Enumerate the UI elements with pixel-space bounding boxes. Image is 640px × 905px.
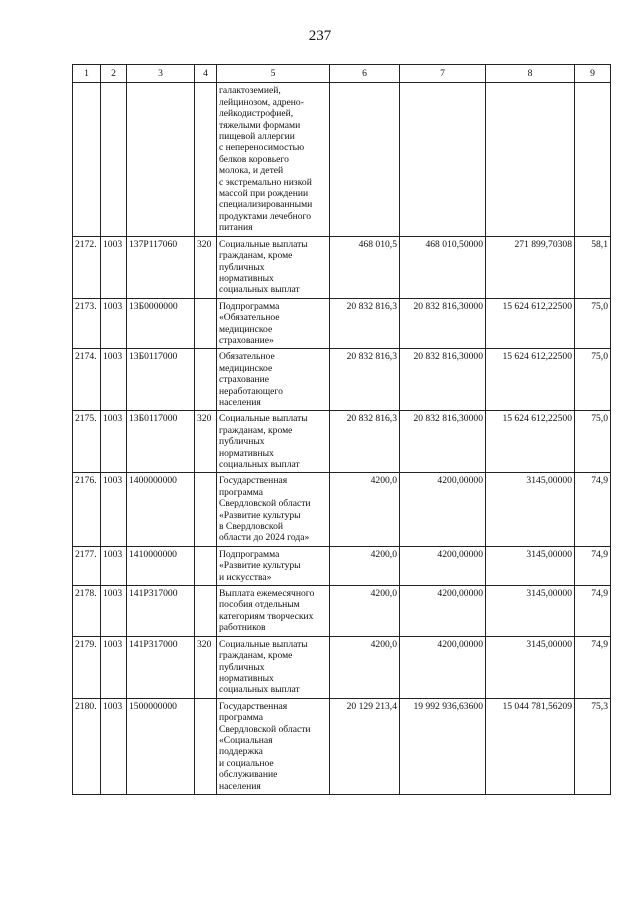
approved-amount: 4200,0 — [330, 473, 400, 546]
approved-amount: 20 832 816,3 — [330, 349, 400, 411]
section-code — [101, 83, 127, 236]
column-header-3: 3 — [127, 65, 195, 83]
execution-percent: 74,9 — [575, 473, 611, 546]
description-line: с непереносимостью — [219, 142, 305, 154]
row-number: 2173. — [73, 298, 101, 349]
row-number: 2175. — [73, 411, 101, 473]
description-line: поддержка — [219, 746, 263, 758]
description-line: социальных выплат — [219, 284, 300, 296]
description-line: социальных выплат — [219, 684, 300, 696]
budget-allocation: 4200,00000 — [400, 586, 486, 637]
approved-amount: 4200,0 — [330, 586, 400, 637]
table-row — [73, 546, 611, 585]
approved-amount: 4200,0 — [330, 546, 400, 585]
execution-percent: 58,1 — [575, 236, 611, 298]
description-line: молока, и детей — [219, 165, 284, 177]
description-line: программа — [219, 712, 264, 724]
target-article-code: 13Б0117000 — [127, 411, 195, 473]
table-row — [73, 636, 611, 698]
budget-allocation: 4200,00000 — [400, 546, 486, 585]
description-line: тяжелыми формами — [219, 119, 301, 131]
section-code: 1003 — [101, 298, 127, 349]
expense-type-code — [195, 83, 217, 236]
expense-type-code — [195, 473, 217, 546]
approved-amount: 20 832 816,3 — [330, 411, 400, 473]
item-description — [217, 698, 330, 794]
target-article-code: 1400000000 — [127, 473, 195, 546]
table-row — [73, 411, 611, 473]
description-line: в Свердловской — [219, 521, 284, 533]
column-header-8: 8 — [486, 65, 575, 83]
description-line: и искусства» — [219, 571, 272, 583]
expense-type-code: 320 — [195, 636, 217, 698]
approved-amount — [330, 83, 400, 236]
target-article-code: 13Б0000000 — [127, 298, 195, 349]
table-row — [73, 586, 611, 637]
item-description — [217, 473, 330, 546]
section-code: 1003 — [101, 546, 127, 585]
description-line: нормативных — [219, 672, 274, 684]
section-code: 1003 — [101, 586, 127, 637]
description-line: Государственная — [219, 700, 288, 712]
execution-percent: 74,9 — [575, 546, 611, 585]
description-line: «Развитие культуры — [219, 509, 301, 521]
item-description — [217, 298, 330, 349]
section-code: 1003 — [101, 236, 127, 298]
row-number: 2180. — [73, 698, 101, 794]
description-line: Социальные выплаты — [219, 238, 308, 250]
description-line: населения — [219, 396, 261, 408]
approved-amount: 20 832 816,3 — [330, 298, 400, 349]
executed-amount — [486, 83, 575, 236]
expense-type-code — [195, 298, 217, 349]
executed-amount: 15 624 612,22500 — [486, 349, 575, 411]
description-line: гражданам, кроме — [219, 424, 293, 436]
description-line: специализированными — [219, 199, 313, 211]
header-row — [73, 65, 611, 83]
description-line: социальных выплат — [219, 459, 300, 470]
item-description — [217, 636, 330, 698]
expense-type-code — [195, 546, 217, 585]
row-number — [73, 83, 101, 236]
column-header-4: 4 — [195, 65, 217, 83]
description-line: публичных — [219, 261, 265, 273]
description-line: с экстремально низкой — [219, 176, 312, 188]
description-line: лейцинозом, адрено- — [219, 96, 304, 108]
executed-amount: 15 624 612,22500 — [486, 411, 575, 473]
executed-amount: 3145,00000 — [486, 636, 575, 698]
target-article-code: 13Б0117000 — [127, 349, 195, 411]
approved-amount: 468 010,5 — [330, 236, 400, 298]
description-line: галактоземией, — [219, 85, 281, 97]
description-line: медицинское — [219, 362, 273, 374]
expense-type-code — [195, 698, 217, 794]
item-description — [217, 349, 330, 411]
description-line: страхование — [219, 374, 270, 386]
description-line: категориям творческих — [219, 610, 314, 622]
column-header-7: 7 — [400, 65, 486, 83]
description-line: программа — [219, 486, 264, 498]
execution-percent: 75,0 — [575, 298, 611, 349]
target-article-code: 141Р317000 — [127, 636, 195, 698]
description-line: питания — [219, 222, 253, 234]
section-code: 1003 — [101, 349, 127, 411]
target-article-code — [127, 83, 195, 236]
row-number: 2179. — [73, 636, 101, 698]
target-article-code: 141Р317000 — [127, 586, 195, 637]
row-number: 2177. — [73, 546, 101, 585]
expense-type-code — [195, 349, 217, 411]
description-line: Обязательное — [219, 351, 275, 363]
item-description — [217, 236, 330, 298]
description-line: лейкодистрофией, — [219, 108, 294, 120]
description-line: гражданам, кроме — [219, 250, 293, 262]
table-row — [73, 349, 611, 411]
description-line: белков коровьего — [219, 153, 289, 165]
executed-amount: 271 899,70308 — [486, 236, 575, 298]
approved-amount: 4200,0 — [330, 636, 400, 698]
executed-amount: 3145,00000 — [486, 546, 575, 585]
description-line: области до 2024 года» — [219, 532, 310, 544]
table-row — [73, 698, 611, 794]
item-description — [217, 546, 330, 585]
target-article-code: 1500000000 — [127, 698, 195, 794]
description-line: Подпрограмма — [219, 300, 280, 312]
description-line: пищевой аллергии — [219, 131, 295, 143]
description-line: Социальные выплаты — [219, 638, 308, 650]
budget-allocation: 4200,00000 — [400, 473, 486, 546]
description-line: медицинское — [219, 323, 273, 335]
column-header-6: 6 — [330, 65, 400, 83]
execution-percent: 75,0 — [575, 349, 611, 411]
section-code: 1003 — [101, 473, 127, 546]
description-line: Свердловской области — [219, 723, 311, 735]
budget-allocation: 468 010,50000 — [400, 236, 486, 298]
column-header-2: 2 — [101, 65, 127, 83]
row-number: 2176. — [73, 473, 101, 546]
table-row — [73, 83, 611, 236]
item-description — [217, 83, 330, 236]
description-line: «Обязательное — [219, 312, 280, 324]
description-line: массой при рождении — [219, 188, 309, 200]
table-row — [73, 473, 611, 546]
table-body — [73, 83, 611, 795]
description-line: Социальные выплаты — [219, 413, 308, 425]
item-description — [217, 586, 330, 637]
description-line: обслуживание — [219, 769, 278, 781]
column-header-5: 5 — [217, 65, 330, 83]
execution-percent — [575, 83, 611, 236]
description-line: пособия отдельным — [219, 599, 300, 611]
budget-allocation: 19 992 936,63600 — [400, 698, 486, 794]
row-number: 2174. — [73, 349, 101, 411]
description-line: «Развитие культуры — [219, 560, 301, 572]
budget-allocation: 20 832 816,30000 — [400, 411, 486, 473]
budget-allocation: 4200,00000 — [400, 636, 486, 698]
budget-allocation — [400, 83, 486, 236]
approved-amount: 20 129 213,4 — [330, 698, 400, 794]
description-line: «Социальная — [219, 734, 273, 746]
column-header-9: 9 — [575, 65, 611, 83]
description-line: гражданам, кроме — [219, 650, 293, 662]
description-line: Государственная — [219, 475, 288, 487]
target-article-code: 1410000000 — [127, 546, 195, 585]
description-line: нормативных — [219, 272, 274, 284]
executed-amount: 15 624 612,22500 — [486, 298, 575, 349]
section-code: 1003 — [101, 636, 127, 698]
execution-percent: 74,9 — [575, 586, 611, 637]
section-code: 1003 — [101, 411, 127, 473]
table-row — [73, 298, 611, 349]
executed-amount: 3145,00000 — [486, 473, 575, 546]
description-line: работников — [219, 622, 266, 634]
execution-percent: 75,0 — [575, 411, 611, 473]
description-line: населения — [219, 780, 261, 792]
section-code: 1003 — [101, 698, 127, 794]
description-line: нормативных — [219, 447, 274, 459]
execution-percent: 75,3 — [575, 698, 611, 794]
description-line: Подпрограмма — [219, 548, 280, 560]
description-line: страхование» — [219, 334, 274, 346]
description-line: продуктами лечебного — [219, 210, 312, 222]
description-line: Свердловской области — [219, 498, 311, 510]
description-line: Выплата ежемесячного — [219, 588, 315, 600]
page-number: 237 — [308, 28, 332, 44]
item-description — [217, 411, 330, 473]
expense-type-code: 320 — [195, 411, 217, 473]
description-line: и социальное — [219, 757, 274, 769]
description-line: неработающего — [219, 385, 283, 397]
description-line: публичных — [219, 661, 265, 673]
budget-allocation: 20 832 816,30000 — [400, 349, 486, 411]
column-header-1: 1 — [73, 65, 101, 83]
expense-type-code: 320 — [195, 236, 217, 298]
table-row — [73, 236, 611, 298]
target-article-code: 137Р117060 — [127, 236, 195, 298]
execution-percent: 74,9 — [575, 636, 611, 698]
executed-amount: 3145,00000 — [486, 586, 575, 637]
row-number: 2172. — [73, 236, 101, 298]
budget-allocation: 20 832 816,30000 — [400, 298, 486, 349]
row-number: 2178. — [73, 586, 101, 637]
budget-table — [72, 64, 611, 795]
executed-amount: 15 044 781,56209 — [486, 698, 575, 794]
expense-type-code — [195, 586, 217, 637]
description-line: публичных — [219, 436, 265, 448]
